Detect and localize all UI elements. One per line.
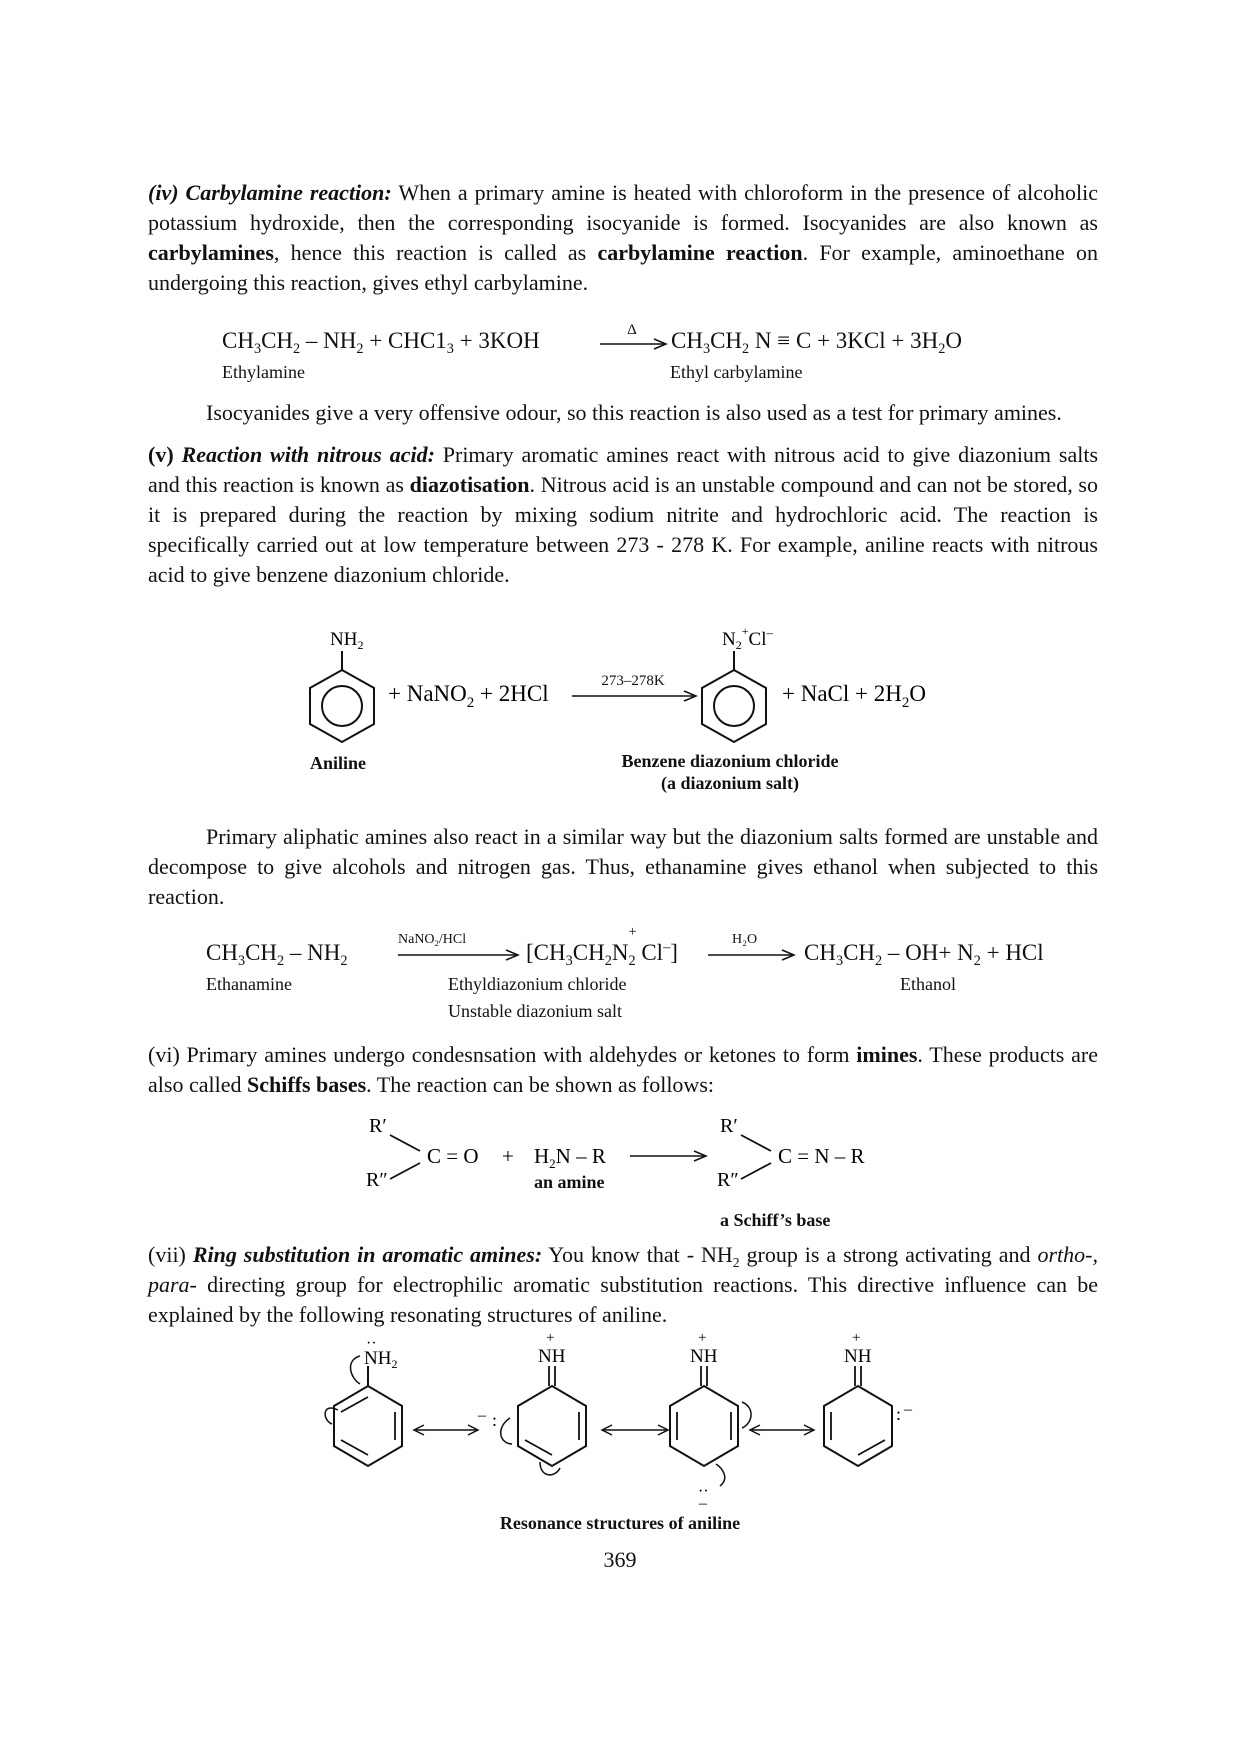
nitrous-text: . Nitrous acid is an unstable compound and can not be stored, so it is prepared during the reaction by mixing sodium nitrite and hydrochloric acid. The reaction is specifically carried out at low temperature between 273 - 278 K. For example, aniline reacts with nitrous acid to give benzene diazonium chloride.	[148, 472, 1098, 587]
svg-text:R′: R′	[720, 1115, 738, 1137]
carbylamines-term: carbylamines	[148, 240, 274, 265]
nitrous-heading: Reaction with nitrous acid:	[181, 442, 435, 467]
schiffs-bases-term: Schiffs bases	[246, 1072, 367, 1097]
ring-subscript: 2	[732, 1254, 740, 1270]
carbylamine-text: . For example, aminoethane on undergoing this reaction, gives ethyl carbylamine.	[148, 240, 1098, 295]
imines-text: (vi) Primary amines undergo condesnsation with aldehydes or ketones to form	[148, 1042, 857, 1067]
page-number: 369	[603, 1547, 637, 1572]
svg-text:–: –	[699, 1495, 707, 1512]
ethanamine-formula: $CH_3CH_2 - NH_2$	[206, 940, 348, 969]
svg-text:–: –	[904, 1401, 912, 1418]
svg-text::: :	[896, 1404, 902, 1424]
diazonium-label: Benzene diazonium chloride	[621, 751, 839, 771]
diazotisation-byproducts: + NaCl + $2H_2O$	[782, 681, 926, 711]
svg-text:R″: R″	[366, 1169, 388, 1191]
carbylamine-heading: (iv) Carbylamine reaction:	[148, 180, 392, 205]
svg-text:+: +	[698, 1330, 707, 1346]
resonance-structure-3	[670, 1330, 751, 1512]
schiffs-base-label: a Schiff’s base	[720, 1210, 831, 1230]
svg-text:–: –	[478, 1407, 486, 1424]
carbylamine-reaction-term: carbylamine reaction	[597, 240, 803, 265]
svg-text:··: ··	[698, 1483, 709, 1500]
diazotisation-term: diazotisation	[409, 472, 530, 497]
svg-text:NH: NH	[690, 1346, 718, 1367]
nitrite-reagents: + NaNO$_2$ + 2HCl	[388, 681, 549, 711]
carbylamine-text: , hence this reaction is called as	[273, 240, 598, 265]
resonance-structure-1	[325, 1335, 402, 1466]
ethylamine-label: Ethylamine	[222, 362, 305, 382]
svg-text:+: +	[546, 1330, 555, 1346]
ortho-para-term: ortho-, para-	[148, 1242, 1098, 1297]
imines-text: . The reaction can be shown as follows:	[366, 1072, 714, 1097]
carbylamine-reactants: $CH_3CH_2 - NH_2 + CHC1_3 + 3KOH$	[222, 328, 540, 357]
svg-text:+: +	[852, 1330, 861, 1346]
isocyanide-note: Isocyanides give a very offensive odour, so this reaction is also used as a test for primary amines.	[206, 400, 1062, 425]
water-label: H₂O	[732, 932, 758, 947]
section-number: (vii)	[148, 1242, 193, 1267]
resonance-caption: Resonance structures of aniline	[499, 1513, 741, 1533]
svg-text:NH2: $NH_2$	[330, 629, 364, 652]
temperature-label: 273–278K	[601, 673, 665, 689]
section-number: (v)	[148, 442, 182, 467]
ethanol-products: $CH_3CH_2 - OH+ N_2$ + HCl	[804, 940, 1044, 969]
svg-text:NH2: $NH_2$	[364, 1348, 398, 1371]
carbylamine-arrow-label: Δ	[627, 322, 637, 338]
ethyl-carbylamine-label: Ethyl carbylamine	[670, 362, 803, 382]
svg-text:R′: R′	[369, 1115, 387, 1137]
svg-text:··: ··	[366, 1335, 377, 1352]
svg-text:C = N – R: C = N – R	[778, 1144, 865, 1168]
aliphatic-paragraph: Primary aliphatic amines also react in a similar way but the diazonium salts formed are unstable and decompose to give alcohols and nitrogen gas. Thus, ethanamine gives ethanol when subjected to this reaction.	[148, 824, 1098, 909]
ring-substitution-heading: Ring substitution in aromatic amines:	[192, 1242, 543, 1267]
svg-text:+: +	[502, 1144, 514, 1168]
amine-label: an amine	[534, 1172, 605, 1192]
carbylamine-products: $CH_3CH_2$ $N \equiv C + 3KCl + 3H_2O$	[671, 328, 962, 357]
ring-text: directing group for electrophilic aromatic substitution reactions. This directive influence can be explained by the following resonating structures of aniline.	[148, 1272, 1098, 1327]
ethyldiazonium-formula: [$CH_3CH_2N$ $_{+ 2}$ Cl–]	[526, 923, 678, 969]
svg-text:R″: R″	[717, 1169, 739, 1191]
resonance-structure-2	[477, 1330, 586, 1475]
diazonium-salt-label: (a diazonium salt)	[660, 773, 799, 793]
ring-text: group is a strong activating and	[739, 1242, 1038, 1267]
ethanamine-label: Ethanamine	[206, 974, 292, 994]
imines-text: . These products are also called	[148, 1042, 1098, 1097]
svg-text:NH: NH	[538, 1346, 566, 1367]
imines-term: imines	[856, 1042, 918, 1067]
svg-text:H2N – R: $H_2N$ – R	[534, 1144, 606, 1171]
nitrous-text: Primary aromatic amines react with nitrous acid to give diazonium salts and this reaction is known as	[148, 442, 1099, 497]
svg-text:C = O: C = O	[427, 1144, 479, 1168]
svg-text:N2+Cl–: $N_2^+Cl^-$	[722, 624, 773, 652]
carbylamine-text: When a primary amine is heated with chloroform in the presence of alcoholic potassium hydroxide, then the corresponding isocyanide is formed. Isocyanides are also known as	[148, 180, 1098, 235]
aniline-label: Aniline	[310, 753, 367, 773]
ring-text: You know that - NH	[542, 1242, 733, 1267]
svg-text::: :	[492, 1410, 498, 1430]
unstable-salt-label: Unstable diazonium salt	[448, 1001, 622, 1021]
nitrite-reagent-label: NaNO$_2$/HCl	[398, 932, 467, 949]
ethanol-label: Ethanol	[900, 974, 956, 994]
ethyldiazonium-label: Ethyldiazonium chloride	[448, 974, 627, 994]
svg-text:NH: NH	[844, 1346, 872, 1367]
resonance-structure-4	[824, 1330, 913, 1466]
